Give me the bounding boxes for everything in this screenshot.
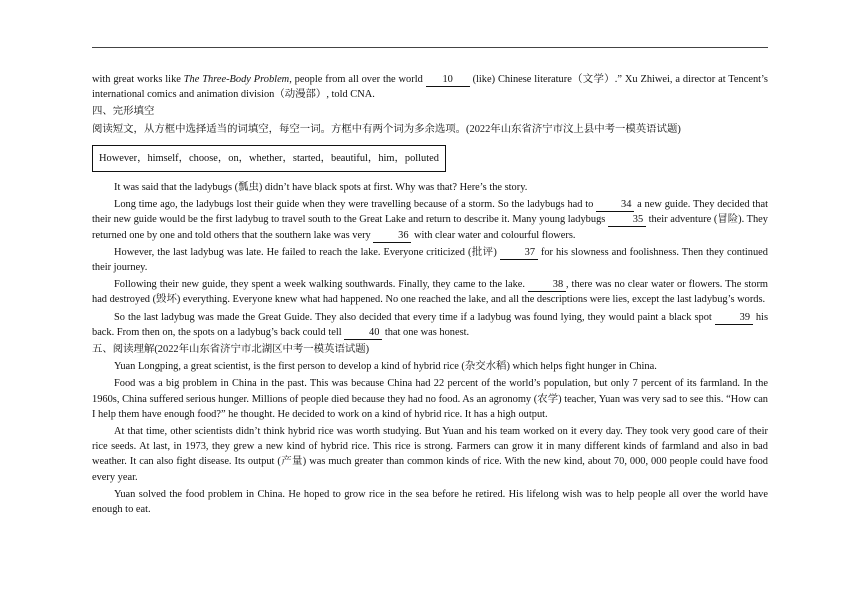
reading-paragraph-2: Food was a big problem in China in the past. This was because China had 22 percent of the world’s population, but only 7 percent of its farmland. In the 1960s, China suffered serious hunger. Millions of people died because they had no food. As an agronomy (农学) teacher, Yuan was very sad to see this. “How can I help them have enough food?” he thought. He decided to work on a kind of hybrid rice. It has a high output. (92, 378, 768, 420)
text-span: So the last ladybug was made the Great Guide. They also decided that every time if a ladybug was found lying, they would paint a black spot (114, 311, 712, 323)
book-title: The Three-Body Problem (183, 74, 290, 85)
section-5-heading: 五、阅读理解(2022年山东省济宁市北湖区中考一模英语试题) (92, 344, 370, 356)
passage-continuation (92, 72, 768, 102)
blank-38[interactable]: 38 (528, 279, 566, 292)
blank-36[interactable]: 36 (373, 230, 411, 243)
text-span: Long time ago, the ladybugs lost their guide when they were travelling because of a storm. So the ladybugs had to (114, 199, 594, 211)
text-span: , there was no clear water or flowers. The storm had destroyed (毁坏) everything. Everyone knew what had happened. No one reached the lake, and all the descriptions were lies, except the last ladybug’s words. (92, 279, 768, 306)
blank-35[interactable]: 35 (608, 214, 646, 227)
text-span: his back. From then on, the spots on a ladybug’s back could tell (92, 311, 768, 338)
cloze-paragraph-2 (92, 197, 768, 243)
text-span: that one was honest. (384, 326, 470, 338)
reading-paragraph-1: Yuan Longping, a great scientist, is the first person to develop a kind of hybrid rice (杂交水稻) which helps fight hunger in China. (114, 361, 657, 373)
blank-10[interactable]: 10 (426, 74, 470, 87)
cloze-paragraph-4 (92, 277, 768, 307)
cloze-paragraph-5 (92, 310, 768, 340)
word-box (92, 145, 446, 172)
text-span: for his slowness and foolishness. Then they continued their journey. (92, 246, 768, 274)
text-span: a new guide. They decided that their new guide would be the first ladybug to travel south to the Great Lake and return to describe it. Many young ladybugs (92, 199, 768, 226)
text-span: Following their new guide, they spent a week walking southwards. Finally, they came to the lake. (114, 279, 525, 291)
text-span: However, the last ladybug was late. He failed to reach the lake. Everyone criticized (批评) (114, 246, 497, 258)
header-rule (92, 47, 768, 48)
document-content (92, 72, 768, 519)
cloze-paragraph-1: It was said that the ladybugs (瓢虫) didn’t have black spots at first. Why was that? Here’s the story. (114, 182, 528, 194)
text-span: with clear water and colourful flowers. (413, 229, 576, 241)
blank-37[interactable]: 37 (500, 247, 538, 260)
section-4-heading: 四、完形填空 (92, 106, 155, 118)
text-span: (like) Chinese literature（文学）.” Xu Zhiwei, a director at Tencent’s international comics and animation division（动漫部）, told CNA. (92, 74, 768, 101)
blank-39[interactable]: 39 (715, 312, 753, 325)
text-span: , people from all over the world (289, 74, 423, 85)
reading-paragraph-3: At that time, other scientists didn’t think hybrid rice was worth studying. But Yuan and his team worked on it every day. They took very good care of their rice seeds. At last, in 1973, they grew a new kind of hybrid rice. This rice is strong. Farmers can grow it in many different kinds of farmland and also in bad weather. It can also fight disease. Its output (产量) was much greater than common kinds of rice. With the new kind, about 70, 000, 000 people could have food every year. (92, 426, 768, 483)
word-box-text: However，himself，choose，on，whether，started，beautiful，him，polluted (99, 152, 439, 164)
blank-34[interactable]: 34 (596, 199, 634, 212)
cloze-paragraph-3 (92, 245, 768, 275)
reading-paragraph-4: Yuan solved the food problem in China. He hoped to grow rice in the sea before he retired. His lifelong wish was to help people all over the world have enough to eat. (92, 488, 768, 516)
text-span: their adventure (冒险). They returned one by one and told others that the southern lake was very (92, 214, 768, 241)
blank-40[interactable]: 40 (344, 327, 382, 340)
section-4-instruction: 阅读短文，从方框中选择适当的词填空，每空一词。方框中有两个词为多余选项。(2022年山东省济宁市汶上县中考一模英语试题) (92, 123, 681, 135)
text-span: with great works like (92, 74, 181, 85)
